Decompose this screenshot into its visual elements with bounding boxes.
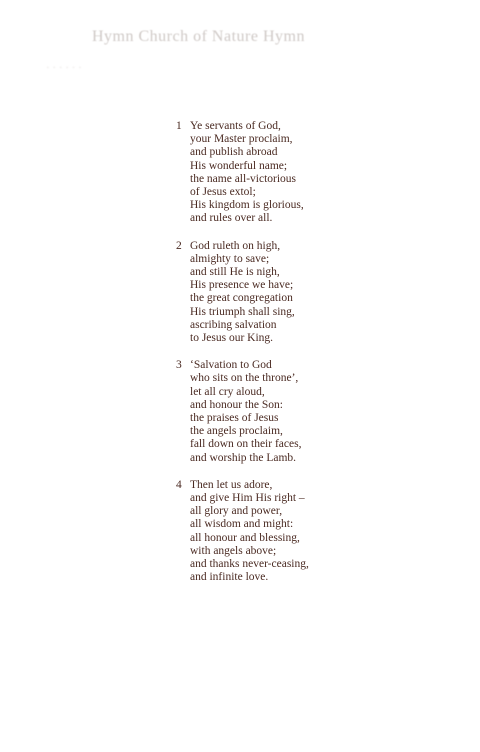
verse-line: and rules over all. [190, 212, 273, 225]
verse-line: and give Him His right – [190, 492, 305, 505]
verse-lines [190, 240, 466, 346]
verse-line: and worship the Lamb. [190, 451, 297, 464]
verse-line: and honour the Son: [190, 398, 283, 411]
verse-line: Ye servants of God, [190, 120, 281, 132]
hymn-text [176, 120, 466, 599]
verse-line: and thanks never-ceasing, [190, 558, 309, 571]
verse-lines [190, 479, 466, 585]
verse-line: with angels above; [190, 544, 277, 557]
verse-line: His kingdom is glorious, [190, 199, 304, 212]
verse-line: who sits on the throne’, [190, 372, 299, 385]
bleed-through-header: Hymn Church of Nature Hymn [92, 28, 305, 45]
hymn-verse [176, 359, 466, 465]
verse-line: fall down on their faces, [190, 438, 302, 451]
hymn-verse [176, 240, 466, 346]
verse-line: all wisdom and might: [190, 518, 294, 531]
verse-number: 3 [176, 359, 182, 372]
verse-line: God ruleth on high, [190, 239, 281, 252]
verse-line: and infinite love. [190, 571, 269, 584]
verse-line: all glory and power, [190, 505, 283, 518]
verse-line: the great congregation [190, 292, 293, 305]
verse-line: let all cry aloud, [190, 385, 265, 398]
verse-line: ascribing salvation [190, 318, 277, 331]
verse-line: of Jesus extol; [190, 186, 256, 199]
verse-line: and still He is nigh, [190, 266, 280, 279]
bleed-through-subtitle: · · · · · · [46, 62, 82, 74]
verse-line: Then let us adore, [190, 478, 273, 491]
verse-lines [190, 359, 466, 465]
verse-line: your Master proclaim, [190, 133, 293, 146]
verse-line: His triumph shall sing, [190, 305, 295, 318]
verse-line: His wonderful name; [190, 159, 288, 172]
verse-number: 4 [176, 478, 182, 491]
verse-line: the angels proclaim, [190, 425, 283, 438]
hymn-verse [176, 120, 466, 226]
verse-line: and publish abroad [190, 146, 278, 159]
verse-line: the name all-victorious [190, 172, 297, 185]
verse-line: ‘Salvation to God [190, 359, 272, 372]
verse-line: almighty to save; [190, 252, 270, 265]
hymn-verse [176, 479, 466, 585]
verse-number: 2 [176, 239, 182, 252]
verse-lines [190, 120, 466, 226]
verse-line: to Jesus our King. [190, 332, 274, 345]
verse-line: His presence we have; [190, 279, 294, 292]
verse-line: the praises of Jesus [190, 412, 279, 425]
verse-number: 1 [176, 120, 182, 132]
verse-line: all honour and blessing, [190, 531, 300, 544]
